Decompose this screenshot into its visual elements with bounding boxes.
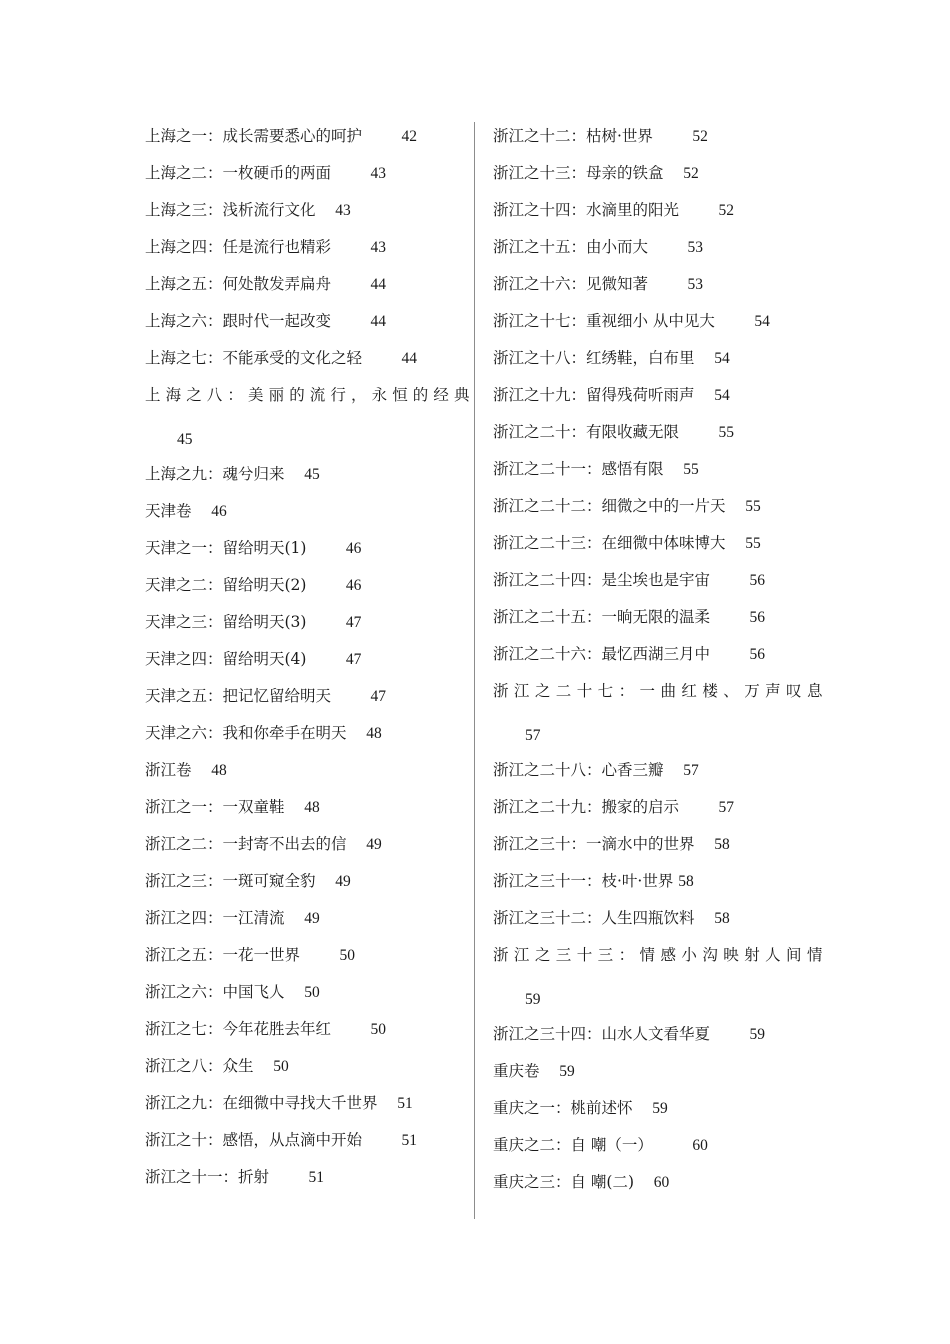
- toc-entry: [145, 752, 470, 789]
- toc-entry: [493, 636, 823, 673]
- toc-entry-title: 浙江之五：一花一世界: [145, 946, 301, 964]
- toc-entry-gap: [378, 1094, 398, 1112]
- toc-entry: [493, 1127, 823, 1164]
- toc-entry-title: 浙江之八：众生: [145, 1057, 254, 1075]
- toc-entry-title: 浙江之二十八：心香三瓣: [493, 761, 664, 779]
- toc-entry: [145, 493, 470, 530]
- toc-entry: [493, 303, 823, 340]
- toc-page-number: 42: [401, 128, 417, 145]
- toc-entry: [493, 900, 823, 937]
- toc-entry: [145, 229, 470, 266]
- toc-entry-title: 上海之九：魂兮归来: [145, 465, 285, 483]
- toc-entry: [145, 567, 470, 604]
- toc-entry-title: 天津卷: [145, 502, 192, 520]
- toc-page-number: 59: [749, 1026, 765, 1043]
- toc-entry-title: 浙江之一：一双童鞋: [145, 798, 285, 816]
- toc-entry: [145, 1159, 470, 1196]
- toc-page-number: 44: [401, 350, 417, 367]
- toc-entry: [145, 678, 470, 715]
- toc-entry-gap: [306, 650, 345, 668]
- toc-entry: [493, 340, 823, 377]
- toc-entry: [493, 789, 823, 826]
- toc-entry-gap: [664, 761, 684, 779]
- toc-entry-title: 浙江之二十九：搬家的启示: [493, 798, 680, 816]
- toc-entry-gap: [634, 1173, 654, 1191]
- toc-entry-gap: [679, 201, 718, 219]
- toc-entry-gap: [362, 127, 401, 145]
- toc-page-number: 45: [177, 431, 193, 448]
- toc-entry-title: 浙江之十六：见微知著: [493, 275, 649, 293]
- toc-entry: [493, 863, 823, 900]
- toc-page-number: 51: [397, 1095, 413, 1112]
- toc-entry-title: 上海之一：成长需要悉心的呵护: [145, 127, 363, 145]
- toc-entry: [145, 715, 470, 752]
- toc-page-number: 55: [745, 498, 761, 515]
- toc-page-number: 51: [401, 1132, 417, 1149]
- toc-entry-continuation: [493, 710, 823, 752]
- toc-entry-gap: [695, 835, 715, 853]
- toc-entry-gap: [331, 312, 370, 330]
- toc-entry-gap: [347, 724, 367, 742]
- toc-page-number: 47: [345, 614, 362, 631]
- toc-entry-gap: [710, 645, 749, 663]
- toc-entry-title: 浙江之十八：红绣鞋，白布里: [493, 349, 695, 367]
- toc-page-number: 50: [304, 984, 320, 1001]
- toc-entry-title: 浙江之九：在细微中寻找大千世界: [145, 1094, 378, 1112]
- toc-entry-gap: [316, 872, 336, 890]
- toc-page-number: 43: [370, 165, 386, 182]
- toc-entry: [145, 118, 470, 155]
- toc-entry: [493, 599, 823, 636]
- toc-entry-title: 上海之四：任是流行也精彩: [145, 238, 332, 256]
- toc-entry-title: 天津之一：留给明天(1): [145, 539, 307, 557]
- toc-entry-title: 浙江之十：感悟，从点滴中开始: [145, 1131, 363, 1149]
- toc-entry-gap: [540, 1062, 560, 1080]
- toc-entry-gap: [331, 238, 370, 256]
- toc-entry-gap: [362, 1131, 401, 1149]
- toc-entry: [145, 604, 470, 641]
- toc-entry-gap: [653, 127, 692, 145]
- toc-entry-title: 浙江之三十二：人生四瓶饮料: [493, 909, 695, 927]
- toc-page-number: 49: [304, 910, 320, 927]
- toc-page-number: 56: [749, 609, 765, 626]
- toc-page-number: 57: [525, 727, 541, 744]
- toc-entry-title: 浙江之四：一江清流: [145, 909, 285, 927]
- toc-entry-gap: [726, 534, 746, 552]
- toc-entry-title: 浙江之二十一：感悟有限: [493, 460, 664, 478]
- toc-entry: [493, 1053, 823, 1090]
- toc-entry: [493, 488, 823, 525]
- toc-entry-title: 浙江之十四：水滴里的阳光: [493, 201, 680, 219]
- toc-page-number: 43: [335, 202, 351, 219]
- toc-entry-gap: [316, 201, 336, 219]
- toc-entry-title: 重庆卷: [493, 1062, 540, 1080]
- toc-entry-title: 上海之三：浅析流行文化: [145, 201, 316, 219]
- toc-entry-title: 天津之五：把记忆留给明天: [145, 687, 332, 705]
- toc-page-number: 59: [525, 991, 541, 1008]
- toc-entry-title: 天津之二：留给明天(2): [145, 576, 307, 594]
- toc-entry: [493, 1164, 823, 1201]
- toc-entry-gap: [306, 613, 345, 631]
- toc-entry: [145, 937, 470, 974]
- toc-page-number: 52: [683, 165, 699, 182]
- toc-entry-gap: [254, 1057, 274, 1075]
- toc-page-number: 56: [749, 572, 765, 589]
- toc-entry-gap: [648, 275, 687, 293]
- toc-entry-gap: [679, 423, 718, 441]
- toc-page-number: 46: [345, 577, 362, 594]
- toc-page-number: 55: [683, 461, 699, 478]
- toc-entry-gap: [192, 761, 212, 779]
- toc-entry-title: 浙江之十三：母亲的铁盒: [493, 164, 664, 182]
- toc-page-number: 47: [345, 651, 362, 668]
- toc-entry-title: 上海之六：跟时代一起改变: [145, 312, 332, 330]
- toc-entry-title: 上海之二：一枚硬币的两面: [145, 164, 332, 182]
- toc-entry: [145, 826, 470, 863]
- toc-entry-gap: [648, 238, 687, 256]
- toc-entry-gap: [331, 164, 370, 182]
- toc-entry: [145, 303, 470, 340]
- toc-entry-continuation: [145, 414, 470, 456]
- toc-entry-title: 浙江之二十四：是尘埃也是宇宙: [493, 571, 711, 589]
- toc-entry-gap: [726, 497, 746, 515]
- toc-page-number: 56: [749, 646, 765, 663]
- toc-entry: [493, 752, 823, 789]
- toc-entry: [145, 340, 470, 377]
- toc-entry: [145, 456, 470, 493]
- toc-entry-gap: [331, 687, 370, 705]
- toc-entry-gap: [285, 983, 305, 1001]
- toc-page-number: 53: [687, 276, 703, 293]
- toc-entry-title: 浙江之三十四：山水人文看华夏: [493, 1025, 711, 1043]
- toc-entry-title: 天津之四：留给明天(4): [145, 650, 307, 668]
- toc-entry-gap: [192, 502, 212, 520]
- toc-page-number: 52: [718, 202, 734, 219]
- toc-page-number: 53: [687, 239, 703, 256]
- toc-page-number: 58: [714, 836, 730, 853]
- toc-entry: [493, 826, 823, 863]
- toc-page-number: 49: [335, 873, 351, 890]
- toc-page-number: 49: [366, 836, 382, 853]
- toc-entry: [145, 266, 470, 303]
- toc-page-number: 55: [718, 424, 734, 441]
- toc-entry: [145, 641, 470, 678]
- toc-entry-title: 浙江之二十六：最忆西湖三月中: [493, 645, 711, 663]
- toc-entry-continuation: [493, 974, 823, 1016]
- toc-page-number: 50: [273, 1058, 289, 1075]
- toc-page-number: 60: [653, 1174, 670, 1191]
- toc-page-number: 50: [339, 947, 355, 964]
- toc-entry-gap: [710, 1025, 749, 1043]
- toc-entry: [493, 562, 823, 599]
- toc-entry-gap: [362, 349, 401, 367]
- toc-entry-title: 浙江之二十五：一晌无限的温柔: [493, 608, 711, 626]
- toc-entry: [145, 192, 470, 229]
- toc-entry-title: 浙江之六：中国飞人: [145, 983, 285, 1001]
- toc-page-number: 48: [211, 762, 227, 779]
- toc-entry-gap: [285, 465, 305, 483]
- toc-page-number: 43: [370, 239, 386, 256]
- toc-page-number: 52: [692, 128, 708, 145]
- toc-page-number: 54: [754, 313, 770, 330]
- toc-entry-gap: [269, 1168, 308, 1186]
- toc-page-number: 48: [366, 725, 382, 742]
- toc-right-column: [493, 118, 823, 1201]
- toc-entry-title: 浙江之十九：留得残荷听雨声: [493, 386, 695, 404]
- toc-page-number: 55: [745, 535, 761, 552]
- toc-entry-title: 浙江之十一：折射: [145, 1168, 270, 1186]
- toc-entry-gap: [285, 798, 305, 816]
- column-divider: [474, 122, 475, 1219]
- toc-entry-gap: [347, 835, 367, 853]
- toc-entry-title: 天津之三：留给明天(3): [145, 613, 307, 631]
- toc-entry-gap: [710, 608, 749, 626]
- toc-page-number: 60: [692, 1137, 708, 1154]
- toc-page-number: 44: [370, 276, 386, 293]
- toc-entry-gap: [679, 798, 718, 816]
- toc-entry-title: 浙江之二十七：一曲红楼、万声叹息: [493, 682, 823, 700]
- toc-entry-title: 上海之八：美丽的流行，永恒的经典: [145, 386, 470, 404]
- toc-entry: [493, 451, 823, 488]
- toc-entry-gap: [695, 909, 715, 927]
- toc-page-number: 57: [718, 799, 734, 816]
- toc-page-number: 57: [683, 762, 699, 779]
- toc-page-number: 44: [370, 313, 386, 330]
- toc-page-number: 46: [211, 503, 227, 520]
- toc-entry-title: 上海之五：何处散发弄扁舟: [145, 275, 332, 293]
- toc-entry: [145, 155, 470, 192]
- toc-entry-title: 天津之六：我和你牵手在明天: [145, 724, 347, 742]
- toc-page-number: 54: [714, 387, 730, 404]
- toc-entry-gap: [331, 275, 370, 293]
- toc-entry-title: 浙江之十五：由小而大: [493, 238, 649, 256]
- toc-entry: [493, 1016, 823, 1053]
- toc-entry-title: 浙江之三十三：情感小沟映射人间情: [493, 946, 823, 964]
- toc-page-number: 46: [345, 540, 362, 557]
- toc-entry-gap: [710, 571, 749, 589]
- toc-entry: [145, 1011, 470, 1048]
- toc-entry-gap: [633, 1099, 653, 1117]
- toc-page-number: 59: [559, 1063, 575, 1080]
- toc-page-number: 51: [308, 1169, 324, 1186]
- toc-entry-title: 浙江之二十三：在细微中体味博大: [493, 534, 726, 552]
- toc-entry: [493, 525, 823, 562]
- toc-entry: [493, 155, 823, 192]
- toc-entry: [145, 1122, 470, 1159]
- toc-entry: [145, 530, 470, 567]
- toc-entry: [145, 1048, 470, 1085]
- toc-page-number: 54: [714, 350, 730, 367]
- toc-entry: [493, 1090, 823, 1127]
- toc-entry: [145, 974, 470, 1011]
- toc-page-number: 48: [304, 799, 320, 816]
- toc-entry: [145, 863, 470, 900]
- toc-entry-title: 重庆之三：自 嘲(二): [493, 1173, 635, 1191]
- toc-entry-gap: [664, 460, 684, 478]
- toc-entry-title: 浙江之三十一：枝·叶·世界: [493, 872, 674, 890]
- toc-entry-gap: [695, 349, 715, 367]
- toc-entry-title: 浙江之七：今年花胜去年红: [145, 1020, 332, 1038]
- toc-entry: [493, 266, 823, 303]
- toc-entry-title: 浙江之二：一封寄不出去的信: [145, 835, 347, 853]
- toc-entry-gap: [653, 1136, 692, 1154]
- toc-entry-gap: [306, 576, 345, 594]
- toc-entry: [493, 414, 823, 451]
- toc-entry-title: 浙江之二十：有限收藏无限: [493, 423, 680, 441]
- toc-entry-gap: [695, 386, 715, 404]
- toc-entry-title: 浙江之三：一斑可窥全豹: [145, 872, 316, 890]
- toc-entry-title: 上海之七：不能承受的文化之轻: [145, 349, 363, 367]
- toc-entry-title: 重庆之一：桃前述怀: [493, 1099, 633, 1117]
- toc-entry-title: 浙江之十七：重视细小 从中见大: [493, 312, 715, 330]
- toc-entry: [145, 1085, 470, 1122]
- toc-entry-gap: [300, 946, 339, 964]
- toc-page-number: 58: [678, 873, 694, 890]
- toc-page-number: 58: [714, 910, 730, 927]
- toc-entry-gap: [331, 1020, 370, 1038]
- toc-entry-title: 重庆之二：自 嘲（一）: [493, 1136, 653, 1154]
- toc-page-number: 45: [304, 466, 320, 483]
- toc-entry-gap: [715, 312, 754, 330]
- toc-entry-title: 浙江之十二：枯树·世界: [493, 127, 653, 145]
- toc-entry: [145, 789, 470, 826]
- toc-left-column: [145, 118, 470, 1196]
- toc-entry-gap: [285, 909, 305, 927]
- toc-entry-gap: [306, 539, 345, 557]
- toc-page-number: 59: [652, 1100, 668, 1117]
- toc-entry: [493, 377, 823, 414]
- toc-entry-title: 浙江卷: [145, 761, 192, 779]
- toc-entry: [493, 229, 823, 266]
- toc-page-number: 50: [370, 1021, 386, 1038]
- toc-entry: [493, 118, 823, 155]
- toc-entry-title: 浙江之二十二：细微之中的一片天: [493, 497, 726, 515]
- toc-entry: [145, 900, 470, 937]
- toc-entry-gap: [664, 164, 684, 182]
- toc-page-number: 47: [370, 688, 386, 705]
- toc-entry: [493, 192, 823, 229]
- toc-entry-title: 浙江之三十：一滴水中的世界: [493, 835, 695, 853]
